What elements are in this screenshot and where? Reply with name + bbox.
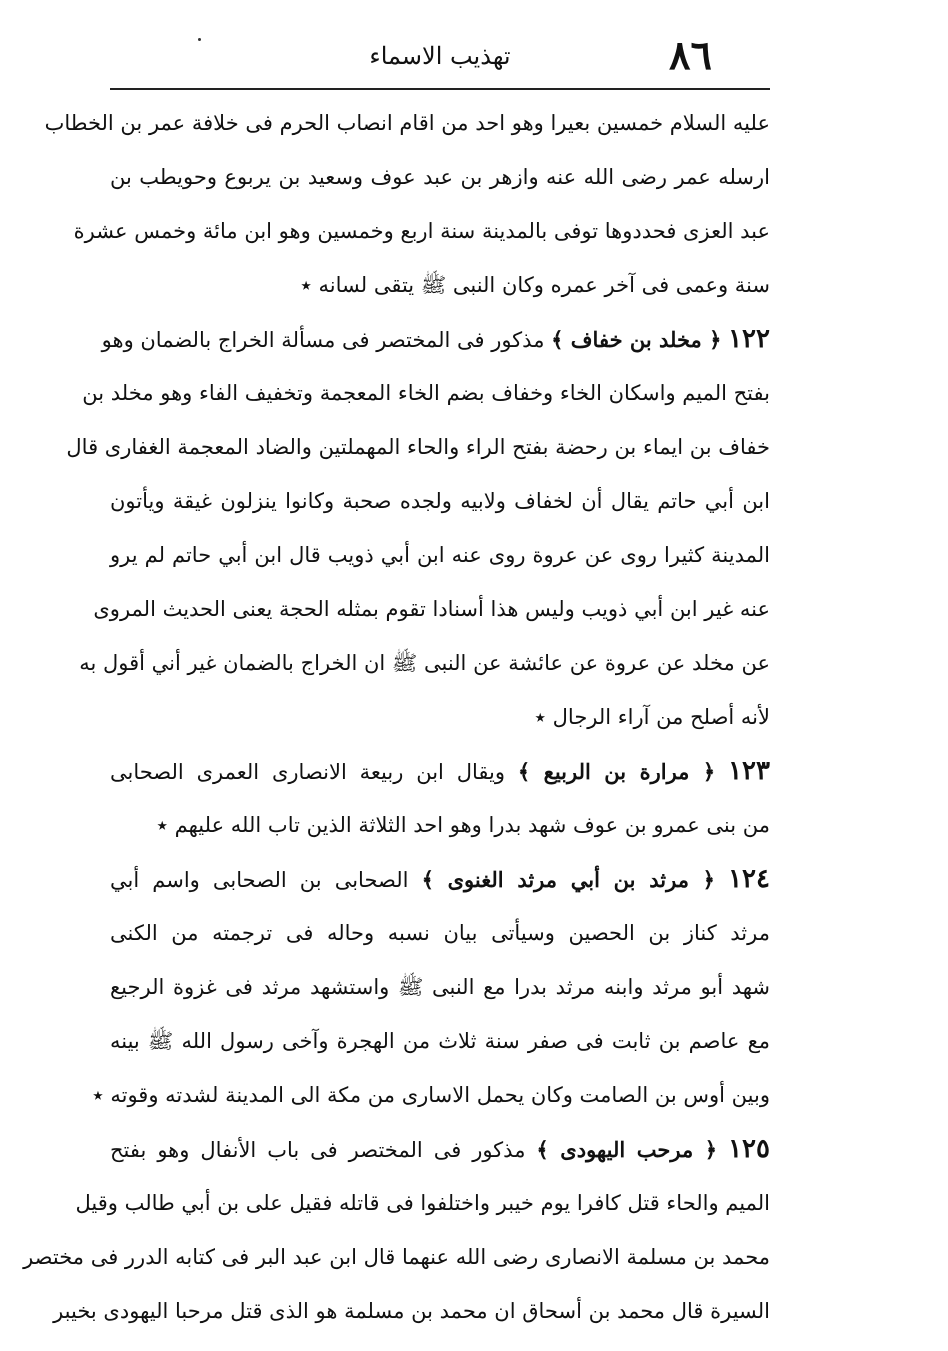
entry-heading-line [110,744,770,798]
text-line: خفاف بن ايماء بن رحضة بفتح الراء والحاء المهملتين والضاد المعجمة الغفارى قال [66,435,770,459]
running-title: تهذيب الاسماء [369,42,511,70]
entry-heading-line [110,852,770,906]
text-line: ابن أبي حاتم يقال أن لخفاف ولابيه ولجده صحبة وكانوا ينزلون غيقة ويأتون [110,489,770,513]
entry-number: ١٢٢ [728,324,770,354]
entry-name: ﴿ مرثد بن أبي مرثد الغنوى ﴾ [421,867,715,892]
text-line: المدينة كثيرا روى عن عروة روى عنه ابن أبي ذويب قال ابن أبي حاتم لم يرو [110,543,770,567]
entry-name: ﴿ مرارة بن الربيع ﴾ [517,759,716,784]
entry-first-line: ويقال ابن ربيعة الانصارى العمرى الصحابى [110,760,505,784]
entry-number: ١٢٤ [728,864,770,894]
text-line: عبد العزى فحددوها توفى بالمدينة سنة اربع وخمسين وهو ابن مائة وخمس عشرة [73,219,770,243]
page-header [110,28,770,84]
text-line: وبين أوس بن الصامت وكان يحمل الاسارى من مكة الى المدينة لشدته وقوته ٭ [92,1083,770,1107]
text-line: شهد أبو مرثد وابنه مرثد بدرا مع النبى ﷺ واستشهد مرثد فى غزوة الرجيع [110,975,770,999]
entry-number: ١٢٥ [728,1134,770,1164]
page-number: ٨٦ [669,32,712,79]
text-line: لأنه أصلح من آراء الرجال ٭ [534,705,770,729]
ink-speck [198,38,201,41]
text-line: مرثد كناز بن الحصين وسيأتى بيان نسبه وحاله فى ترجمته من الكنى [110,921,770,945]
entry-first-line: الصحابى بن الصحابى واسم أبي [110,868,409,892]
header-rule [110,88,770,90]
text-line: بفتح الميم واسكان الخاء وخفاف بضم الخاء المعجمة وتخفيف الفاء وهو مخلد بن [82,381,770,405]
text-line: عنه غير ابن أبي ذويب وليس هذا أسنادا تقوم بمثله الحجة يعنى الحديث المروى [93,597,770,621]
entry-first-line: مذكور فى المختصر فى باب الأنفال وهو بفتح [110,1138,526,1162]
entry-name: ﴿ مخلد بن خفاف ﴾ [551,327,722,352]
entry-first-line: مذكور فى المختصر فى مسألة الخراج بالضمان وهو [101,328,545,352]
entry-heading-line [101,312,770,366]
text-line: السيرة قال محمد بن أسحاق ان محمد بن مسلمة هو الذى قتل مرحبا اليهودى بخيبر [53,1299,770,1323]
text-line: الميم والحاء قتل كافرا يوم خيبر واختلفوا فى قاتله فقيل على بن أبي طالب وقيل [75,1191,770,1215]
entry-heading-line [110,1122,770,1176]
text-line: عليه السلام خمسين بعيرا وهو احد من اقام انصاب الحرم فى خلافة عمر بن الخطاب [44,111,770,135]
text-line: ارسله عمر رضى الله عنه وازهر بن عبد عوف وسعيد بن يربوع وحويطب بن [110,165,770,189]
text-line: محمد بن مسلمة الانصارى رضى الله عنهما قال ابن عبد البر فى كتابه الدرر فى مختصر [23,1245,770,1269]
page-body [23,96,770,1338]
text-line: مع عاصم بن ثابت فى صفر سنة ثلاث من الهجرة وآخى رسول الله ﷺ بينه [110,1029,770,1053]
entry-name: ﴿ مرحب اليهودى ﴾ [536,1137,718,1162]
text-line: من بنى عمرو بن عوف شهد بدرا وهو احد الثلاثة الذين تاب الله عليهم ٭ [156,813,770,837]
entry-number: ١٢٣ [728,756,770,786]
text-line: سنة وعمى فى آخر عمره وكان النبى ﷺ يتقى لسانه ٭ [300,273,770,297]
text-line: عن مخلد عن عروة عن عائشة عن النبى ﷺ ان الخراج بالضمان غير أني أقول به [79,651,770,675]
